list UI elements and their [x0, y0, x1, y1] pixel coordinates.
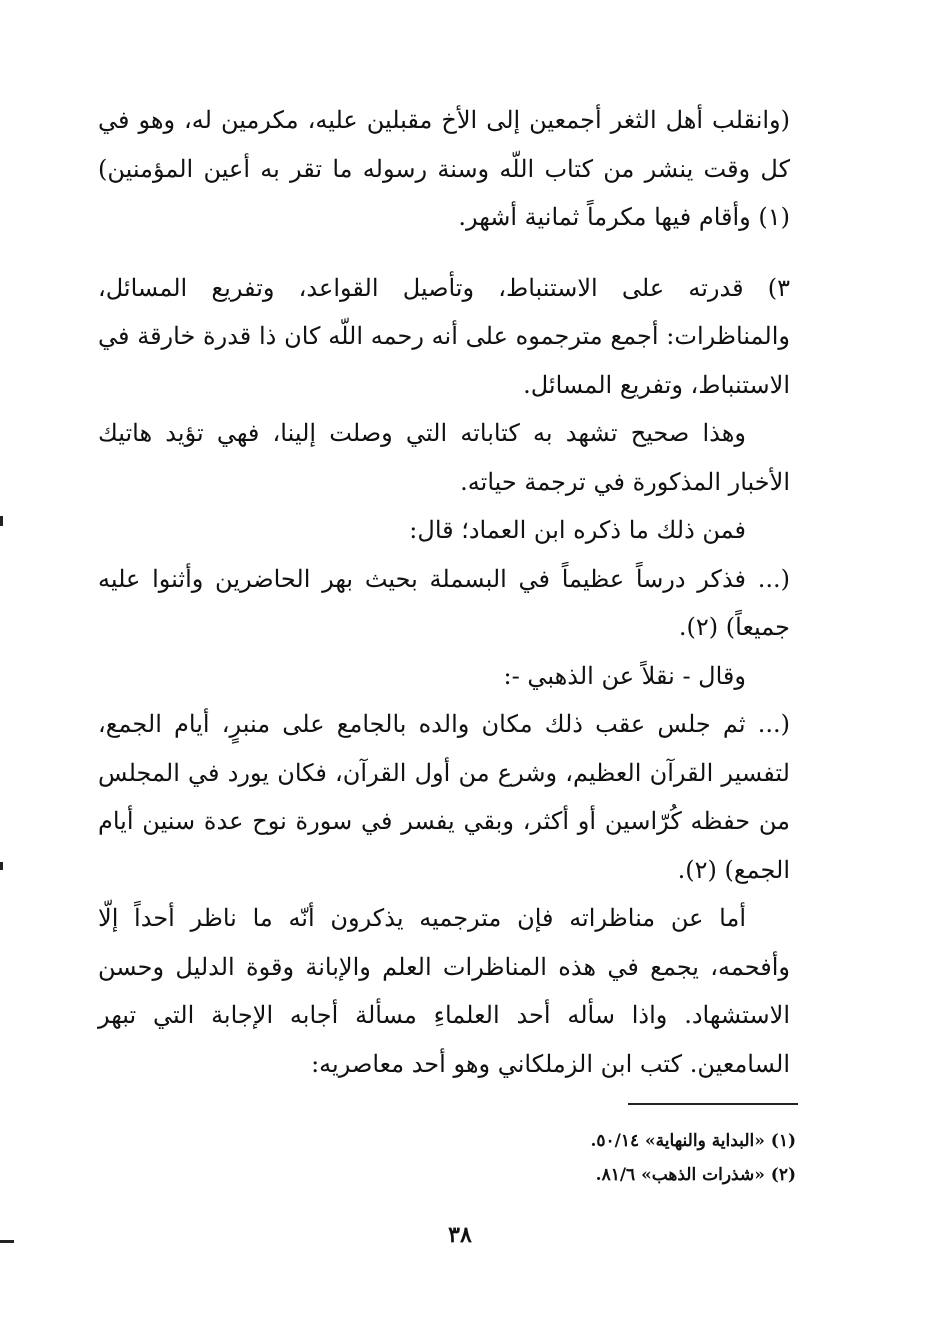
footnote-divider	[628, 1103, 798, 1105]
paragraph-writings: وهذا صحيح تشهد به كتاباته التي وصلت إلينا، فهي تؤيد هاتيك الأخبار المذكورة في ترجمة حياته.	[98, 419, 790, 496]
footnote-2: (٢) «شذرات الذهب» ٨١/٦.	[595, 1165, 796, 1185]
paragraph-quote-thaghr: (وانقلب أهل الثغر أجمعين إلى الأخ مقبلين عليه، مكرمين له، وهو في كل وقت ينشر من كتاب اللّه وسنة رسوله ما تقر به أعين المؤمنين) (١) وأقام فيها مكرماً ثمانية أشهر.	[98, 106, 791, 231]
paragraph-quote-basmala: (... فذكر درساً عظيماً في البسملة بحيث بهر الحاضرين وأثنوا عليه جميعاً) (٢).	[98, 564, 790, 641]
paragraph-dhahabi-intro: وقال - نقلاً عن الذهبي -:	[503, 661, 746, 690]
paragraph-gap	[98, 242, 790, 264]
paragraph-munazarat: أما عن مناظراته فإن مترجميه يذكرون أنّه ما ناظر أحداً إلّا وأفحمه، يجمع في هذه المناظرات العلم والإبانة وقوة الدليل وحسن الاستشهاد. واذا سأله أحد العلماءِ مسألة أجابه الإجابة التي تبهر السامعين. كتب ابن الزملكاني وهو أحد معاصريه:	[98, 904, 791, 1078]
footnote-1: (١) «البداية والنهاية» ٥٠/١٤.	[590, 1131, 796, 1151]
scan-edge-mark	[0, 1240, 14, 1243]
paragraph-point-3: ٣) قدرته على الاستنباط، وتأصيل القواعد، وتفريع المسائل، والمناظرات: أجمع مترجموه على أنه رحمه اللّه كان ذا قدرة خارقة في الاستنباط، وتفريع المسائل.	[98, 273, 790, 399]
paragraph-quote-tafsir: (... ثم جلس عقب ذلك مكان والده بالجامع على منبرٍ، أيام الجمع، لتفسير القرآن العظيم، وشرع من أول القرآن، فكان يورد في المجلس من حفظه كُرّاسين أو أكثر، وبقي يفسر في سورة نوح عدة سنين أيام الجمع) (٢).	[98, 710, 790, 884]
scan-edge-mark	[0, 862, 3, 870]
paragraph-ibn-imad-intro: فمن ذلك ما ذكره ابن العماد؛ قال:	[409, 516, 746, 544]
page-number: ٣٨	[448, 1222, 472, 1248]
body-text	[98, 96, 790, 1088]
footnotes	[480, 1124, 796, 1192]
scan-edge-mark	[0, 516, 3, 526]
